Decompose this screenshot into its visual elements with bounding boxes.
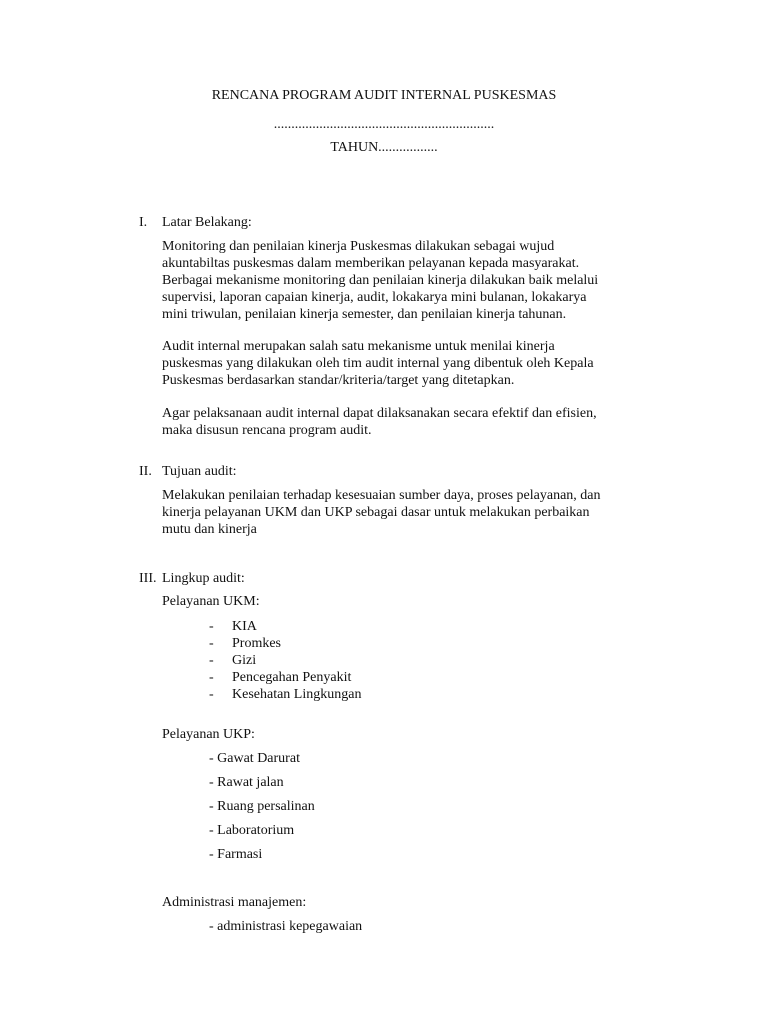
pelayanan-ukm-heading: Pelayanan UKM: — [162, 594, 260, 609]
list-item: - Farmasi — [209, 847, 263, 862]
admin-list — [209, 918, 362, 942]
text-line: Audit internal merupakan salah satu mekanisme untuk menilai kinerja — [162, 339, 555, 354]
ukm-list — [209, 618, 361, 703]
latar-belakang-paragraph-3 — [162, 405, 662, 439]
text-line: kinerja pelayanan UKM dan UKP sebagai dasar untuk melakukan perbaikan — [162, 505, 590, 520]
list-item-label: KIA — [232, 619, 257, 634]
section-lingkup-audit-heading — [139, 570, 245, 587]
administrasi-manajemen-heading: Administrasi manajemen: — [162, 895, 307, 910]
list-item-label: Kesehatan Lingkungan — [232, 687, 362, 702]
list-item — [209, 686, 361, 703]
section-title: Tujuan audit: — [162, 464, 237, 479]
text-line: akuntabiltas puskesmas dalam memberikan pelayanan kepada masyarakat. — [162, 256, 580, 271]
text-line: mutu dan kinerja — [162, 522, 257, 537]
list-item: - Rawat jalan — [209, 775, 284, 790]
section-latar-belakang-heading — [139, 214, 252, 231]
dash-bullet: - — [209, 636, 214, 651]
list-item-label: Gizi — [232, 653, 257, 668]
list-item: - Ruang persalinan — [209, 799, 315, 814]
ukp-list — [209, 750, 315, 870]
dash-bullet: - — [209, 687, 214, 702]
section-number: I. — [139, 215, 148, 230]
text-line: Monitoring dan penilaian kinerja Puskesmas dilakukan sebagai wujud — [162, 239, 555, 254]
list-item — [209, 618, 361, 635]
list-item: - Laboratorium — [209, 823, 295, 838]
list-item: - Gawat Darurat — [209, 751, 300, 766]
latar-belakang-paragraph-1 — [162, 238, 662, 323]
section-title: Lingkup audit: — [162, 571, 245, 586]
section-number: II. — [139, 464, 152, 479]
list-item — [209, 652, 361, 669]
dash-bullet: - — [209, 670, 214, 685]
year-placeholder: TAHUN................. — [330, 140, 438, 155]
puskesmas-name-placeholder: ............................................................... — [273, 117, 495, 132]
text-line: maka disusun rencana program audit. — [162, 423, 372, 438]
list-item — [209, 635, 361, 652]
section-title: Latar Belakang: — [162, 215, 252, 230]
section-number: III. — [139, 571, 157, 586]
text-line: supervisi, laporan capaian kinerja, audit, lokakarya mini bulanan, lokakarya — [162, 290, 587, 305]
text-line: puskesmas yang dilakukan oleh tim audit internal yang dibentuk oleh Kepala — [162, 356, 594, 371]
text-line: Puskesmas berdasarkan standar/kriteria/target yang ditetapkan. — [162, 373, 515, 388]
list-item: - administrasi kepegawaian — [209, 919, 363, 934]
pelayanan-ukp-heading: Pelayanan UKP: — [162, 727, 255, 742]
dash-bullet: - — [209, 619, 214, 634]
list-item-label: Pencegahan Penyakit — [232, 670, 352, 685]
text-line: Agar pelaksanaan audit internal dapat dilaksanakan secara efektif dan efisien, — [162, 406, 597, 421]
text-line: Berbagai mekanisme monitoring dan penilaian kinerja dilakukan baik melalui — [162, 273, 599, 288]
document-title: RENCANA PROGRAM AUDIT INTERNAL PUSKESMAS — [211, 88, 557, 103]
text-line: Melakukan penilaian terhadap kesesuaian sumber daya, proses pelayanan, dan — [162, 488, 601, 503]
dash-bullet: - — [209, 653, 214, 668]
section-tujuan-audit-heading — [139, 463, 237, 480]
list-item-label: Promkes — [232, 636, 281, 651]
list-item — [209, 669, 361, 686]
tujuan-audit-paragraph — [162, 487, 662, 538]
latar-belakang-paragraph-2 — [162, 338, 662, 389]
text-line: mini triwulan, penilaian kinerja semester, dan penilaian kinerja tahunan. — [162, 307, 567, 322]
